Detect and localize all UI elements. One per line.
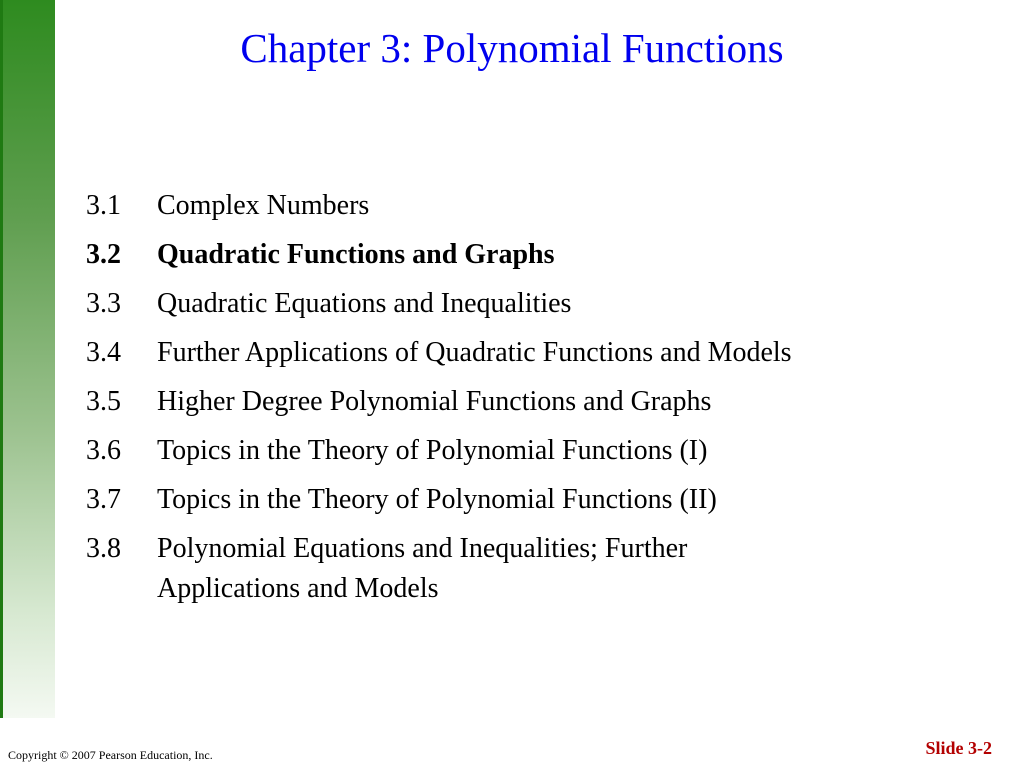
sidebar-edge bbox=[0, 0, 3, 718]
section-label: Topics in the Theory of Polynomial Functions (I) bbox=[157, 435, 708, 466]
section-label: Higher Degree Polynomial Functions and Graphs bbox=[157, 386, 712, 417]
section-number: 3.3 bbox=[86, 288, 121, 319]
section-item-3-8 bbox=[86, 529, 886, 609]
section-item-3-4 bbox=[86, 333, 986, 373]
section-number: 3.6 bbox=[86, 435, 121, 466]
section-item-3-2 bbox=[86, 235, 986, 275]
section-label: Quadratic Functions and Graphs bbox=[157, 239, 555, 270]
section-number: 3.2 bbox=[86, 239, 121, 270]
slide-number: Slide 3-2 bbox=[925, 738, 992, 758]
section-item-3-1 bbox=[86, 186, 986, 226]
section-list bbox=[86, 186, 986, 618]
section-label: Polynomial Equations and Inequalities; Further Applications and Models bbox=[157, 533, 688, 604]
section-number: 3.1 bbox=[86, 190, 121, 221]
decorative-sidebar bbox=[0, 0, 55, 718]
section-number: 3.4 bbox=[86, 337, 121, 368]
section-number: 3.7 bbox=[86, 484, 121, 515]
section-item-3-5 bbox=[86, 382, 986, 422]
section-label: Further Applications of Quadratic Functions and Models bbox=[157, 337, 792, 368]
section-item-3-7 bbox=[86, 480, 986, 520]
section-number: 3.5 bbox=[86, 386, 121, 417]
section-label: Topics in the Theory of Polynomial Functions (II) bbox=[157, 484, 717, 515]
section-number: 3.8 bbox=[86, 533, 121, 564]
section-item-3-6 bbox=[86, 431, 986, 471]
section-label: Complex Numbers bbox=[157, 190, 370, 221]
slide-title: Chapter 3: Polynomial Functions bbox=[240, 25, 784, 71]
section-label: Quadratic Equations and Inequalities bbox=[157, 288, 572, 319]
copyright-notice: Copyright © 2007 Pearson Education, Inc. bbox=[8, 748, 213, 762]
section-item-3-3 bbox=[86, 284, 986, 324]
